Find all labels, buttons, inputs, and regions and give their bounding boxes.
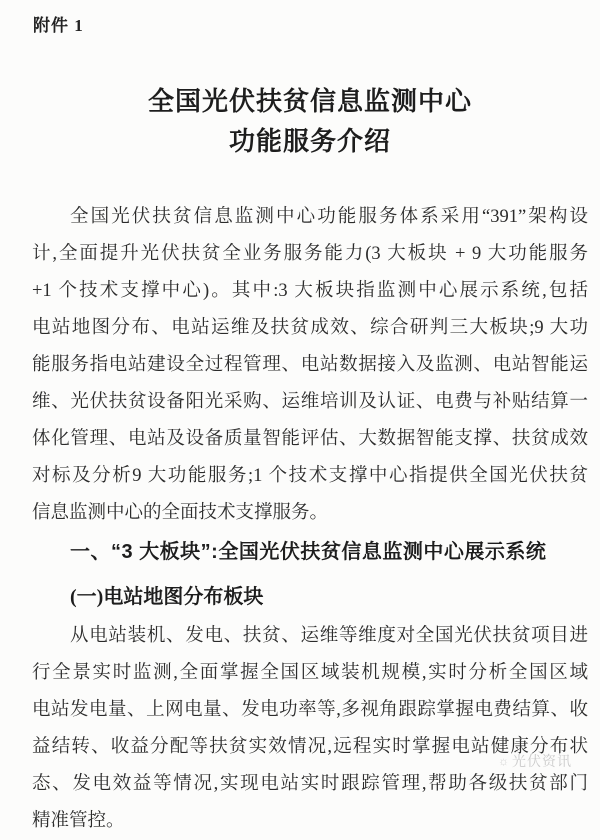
text-line: 能服务指电站建设全过程管理、电站数据接入及监测、电站智能运 [32,355,588,375]
text-line: 计,全面提升光伏扶贫全业务服务能力(3 大板块 + 9 大功能服务 [32,244,588,264]
subsection-heading: (一)电站地图分布板块 [70,586,264,608]
text-line: 精准管控。 [32,811,125,831]
text-line: 益结转、收益分配等扶贫实效情况,远程实时掌握电站健康分布状 [32,737,588,757]
text-line: 体化管理、电站及设备质量智能评估、大数据智能支撑、扶贫成效 [32,429,588,449]
text-line: 信息监测中心的全面技术支撑服务。 [32,503,329,523]
text-line: 电站地图分布、电站运维及扶贫成效、综合研判三大板块;9 大功 [32,318,588,338]
text-line: 态、发电效益等情况,实现电站实时跟踪管理,帮助各级扶贫部门 [32,774,588,794]
title-line-2: 功能服务介绍 [228,127,391,156]
text-line: 电站发电量、上网电量、发电功率等,多视角跟踪掌握电费结算、收 [32,700,588,720]
text-line: 从电站装机、发电、扶贫、运维等维度对全国光伏扶贫项目进 [70,626,588,646]
text-line: 全国光伏扶贫信息监测中心功能服务体系采用“391”架构设 [70,207,588,227]
watermark-text: 光伏资讯 [512,753,572,769]
text-line: 维、光伏扶贫设备阳光采购、运维培训及认证、电费与补贴结算一 [32,392,588,412]
text-line: 对标及分析9 大功能服务;1 个技术支撑中心指提供全国光伏扶贫 [32,466,588,486]
document-title [32,82,588,162]
title-line-1: 全国光伏扶贫信息监测中心 [147,87,472,116]
sun-icon: ☼ [498,754,510,768]
map-module-paragraph [32,618,588,840]
text-line: 行全景实时监测,全面掌握全国区域装机规模,实时分析全国区域 [32,663,588,683]
intro-paragraph [32,199,588,532]
text-line: +1 个技术支撑中心)。其中:3 大板块指监测中心展示系统,包括 [32,281,588,301]
section-heading: 一、“3 大板块”:全国光伏扶贫信息监测中心展示系统 [70,541,547,563]
attachment-label: 附件 1 [33,16,84,35]
